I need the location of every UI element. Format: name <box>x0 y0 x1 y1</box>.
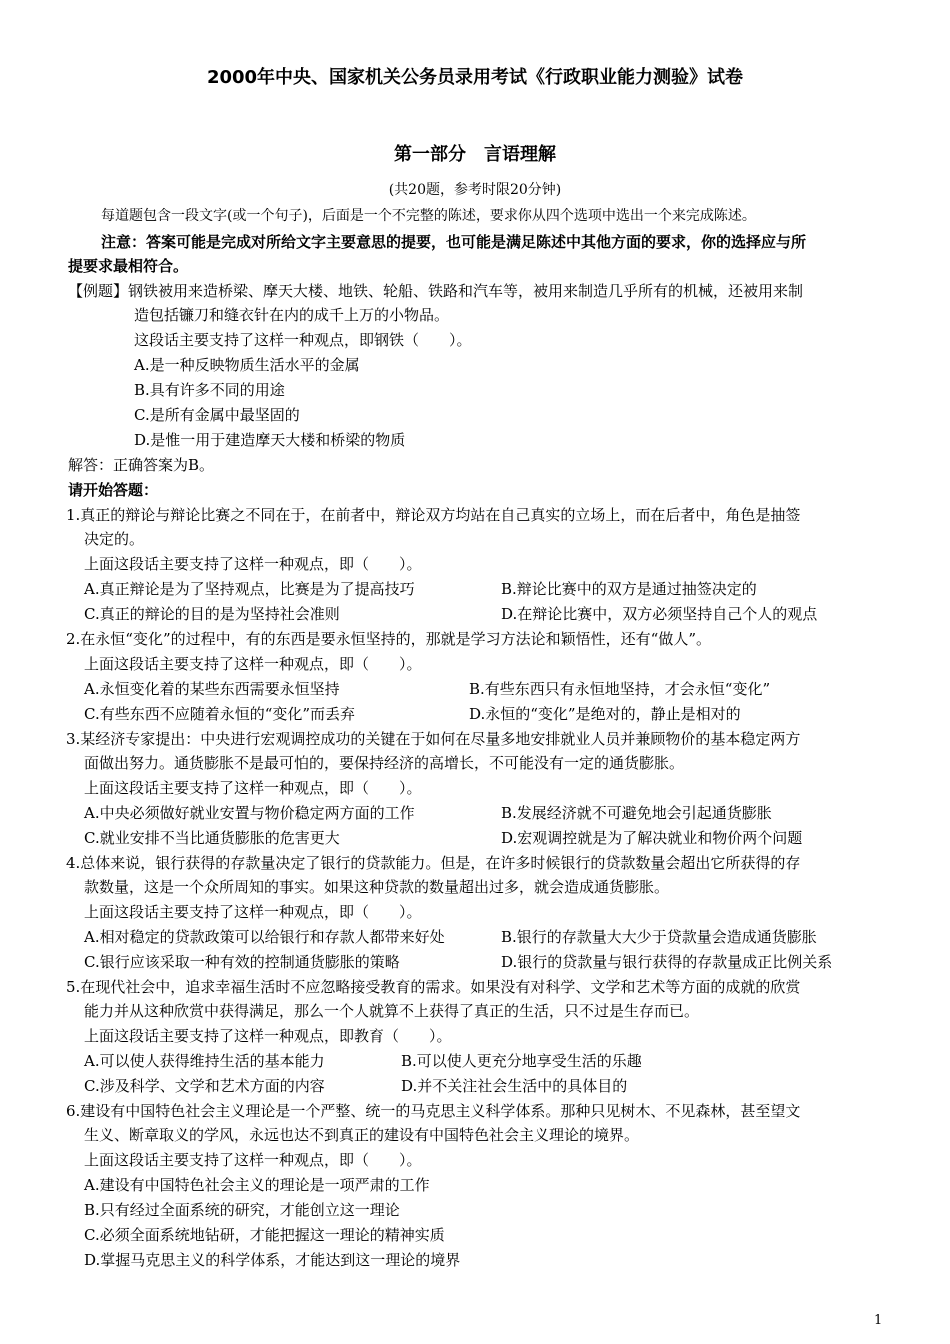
q1-option-d: D.在辩论比赛中，双方必须坚持自己个人的观点 <box>501 605 818 623</box>
part-note: (共20题，参考时限20分钟) <box>388 182 562 198</box>
example-option-d: D.是惟一用于建造摩天大楼和桥梁的物质 <box>134 431 406 449</box>
example-stem: 这段话主要支持了这样一种观点，即钢铁（ ）。 <box>134 331 472 349</box>
q6-option-d: D.掌握马克思主义的科学体系，才能达到这一理论的境界 <box>84 1251 461 1269</box>
q1-option-a: A.真正辩论是为了坚持观点，比赛是为了提高技巧 <box>84 580 415 598</box>
note-line-2: 提要求最相符合。 <box>68 257 189 275</box>
q3-option-a: A.中央必须做好就业安置与物价稳定两方面的工作 <box>84 804 415 822</box>
q1-line-2: 决定的。 <box>84 530 145 548</box>
q6-option-c: C.必须全面系统地钻研，才能把握这一理论的精神实质 <box>84 1226 445 1244</box>
q6-option-b: B.只有经过全面系统的研究，才能创立这一理论 <box>84 1201 400 1219</box>
note-line-1: 注意：答案可能是完成对所给文字主要意思的提要，也可能是满足陈述中其他方面的要求，你的选择应与所 <box>101 233 807 251</box>
instruction-text: 每道题包含一段文字(或一个句子)，后面是一个不完整的陈述，要求你从四个选项中选出一个来完成陈述。 <box>101 208 756 224</box>
q3-stem: 上面这段话主要支持了这样一种观点，即（ ）。 <box>84 779 422 797</box>
q2-option-b: B.有些东西只有永恒地坚持，才会永恒“变化” <box>469 680 771 698</box>
q1-line-1: 1.真正的辩论与辩论比赛之不同在于，在前者中，辩论双方均站在自己真实的立场上，而在后者中，角色是抽签 <box>66 506 801 524</box>
q1-option-c: C.真正的辩论的目的是为坚持社会准则 <box>84 605 340 623</box>
q3-option-d: D.宏观调控就是为了解决就业和物价两个问题 <box>501 829 803 847</box>
example-line-1: 【例题】钢铁被用来造桥梁、摩天大楼、地铁、轮船、铁路和汽车等，被用来制造几乎所有的机械，还被用来制 <box>68 282 804 300</box>
q4-option-c: C.银行应该采取一种有效的控制通货膨胀的策略 <box>84 953 400 971</box>
q6-stem: 上面这段话主要支持了这样一种观点，即（ ）。 <box>84 1151 422 1169</box>
example-option-a: A.是一种反映物质生活水平的金属 <box>134 356 360 374</box>
example-option-c: C.是所有金属中最坚固的 <box>134 406 300 424</box>
q5-line-2: 能力并从这种欣赏中获得满足，那么一个人就算不上获得了真正的生活，只不过是生存而已。 <box>84 1002 700 1020</box>
q5-stem: 上面这段话主要支持了这样一种观点，即教育（ ）。 <box>84 1027 452 1045</box>
q1-stem: 上面这段话主要支持了这样一种观点，即（ ）。 <box>84 555 422 573</box>
q4-stem: 上面这段话主要支持了这样一种观点，即（ ）。 <box>84 903 422 921</box>
q2-option-c: C.有些东西不应随着永恒的“变化”而丢弃 <box>84 705 356 723</box>
exam-title: 2000年中央、国家机关公务员录用考试《行政职业能力测验》试卷 <box>206 67 744 88</box>
example-answer: 解答：正确答案为B。 <box>68 456 215 474</box>
part-title: 第一部分 言语理解 <box>394 144 556 165</box>
q3-option-b: B.发展经济就不可避免地会引起通货膨胀 <box>501 804 772 822</box>
q2-option-d: D.永恒的“变化”是绝对的，静止是相对的 <box>469 705 741 723</box>
q5-option-b: B.可以使人更充分地享受生活的乐趣 <box>401 1052 642 1070</box>
start-label: 请开始答题： <box>68 481 159 499</box>
q4-line-2: 款数量，这是一个众所周知的事实。如果这种贷款的数量超出过多，就会造成通货膨胀。 <box>84 878 670 896</box>
q4-option-a: A.相对稳定的贷款政策可以给银行和存款人都带来好处 <box>84 928 445 946</box>
q5-line-1: 5.在现代社会中，追求幸福生活时不应忽略接受教育的需求。如果没有对科学、文学和艺术等方面的成就的欣赏 <box>66 978 801 996</box>
q1-option-b: B.辩论比赛中的双方是通过抽签决定的 <box>501 580 757 598</box>
q4-option-b: B.银行的存款量大大少于贷款量会造成通货膨胀 <box>501 928 817 946</box>
example-option-b: B.具有许多不同的用途 <box>134 381 285 399</box>
q6-line-2: 生义、断章取义的学风，永远也达不到真正的建设有中国特色社会主义理论的境界。 <box>84 1126 640 1144</box>
q5-option-d: D.并不关注社会生活中的具体目的 <box>401 1077 628 1095</box>
q6-option-a: A.建设有中国特色社会主义的理论是一项严肃的工作 <box>84 1176 430 1194</box>
q2-line-1: 2.在永恒“变化”的过程中，有的东西是要永恒坚持的，那就是学习方法论和颖悟性，还有“做人”。 <box>66 630 711 648</box>
q2-option-a: A.永恒变化着的某些东西需要永恒坚持 <box>84 680 340 698</box>
q5-option-c: C.涉及科学、文学和艺术方面的内容 <box>84 1077 325 1095</box>
page-number: 1 <box>874 1313 883 1328</box>
q3-line-1: 3.某经济专家提出：中央进行宏观调控成功的关键在于如何在尽量多地安排就业人员并兼顾物价的基本稳定两方 <box>66 730 801 748</box>
q3-option-c: C.就业安排不当比通货膨胀的危害更大 <box>84 829 340 847</box>
q4-option-d: D.银行的贷款量与银行获得的存款量成正比例关系 <box>501 953 833 971</box>
example-line-2: 造包括镰刀和缝衣针在内的成千上万的小物品。 <box>134 306 450 324</box>
q6-line-1: 6.建设有中国特色社会主义理论是一个严整、统一的马克思主义科学体系。那种只见树木、不见森林，甚至望文 <box>66 1102 801 1120</box>
q5-option-a: A.可以使人获得维持生活的基本能力 <box>84 1052 325 1070</box>
q3-line-2: 面做出努力。通货膨胀不是最可怕的，要保持经济的高增长，不可能没有一定的通货膨胀。 <box>84 754 685 772</box>
q2-stem: 上面这段话主要支持了这样一种观点，即（ ）。 <box>84 655 422 673</box>
q4-line-1: 4.总体来说，银行获得的存款量决定了银行的贷款能力。但是，在许多时候银行的贷款数量会超出它所获得的存 <box>66 854 801 872</box>
